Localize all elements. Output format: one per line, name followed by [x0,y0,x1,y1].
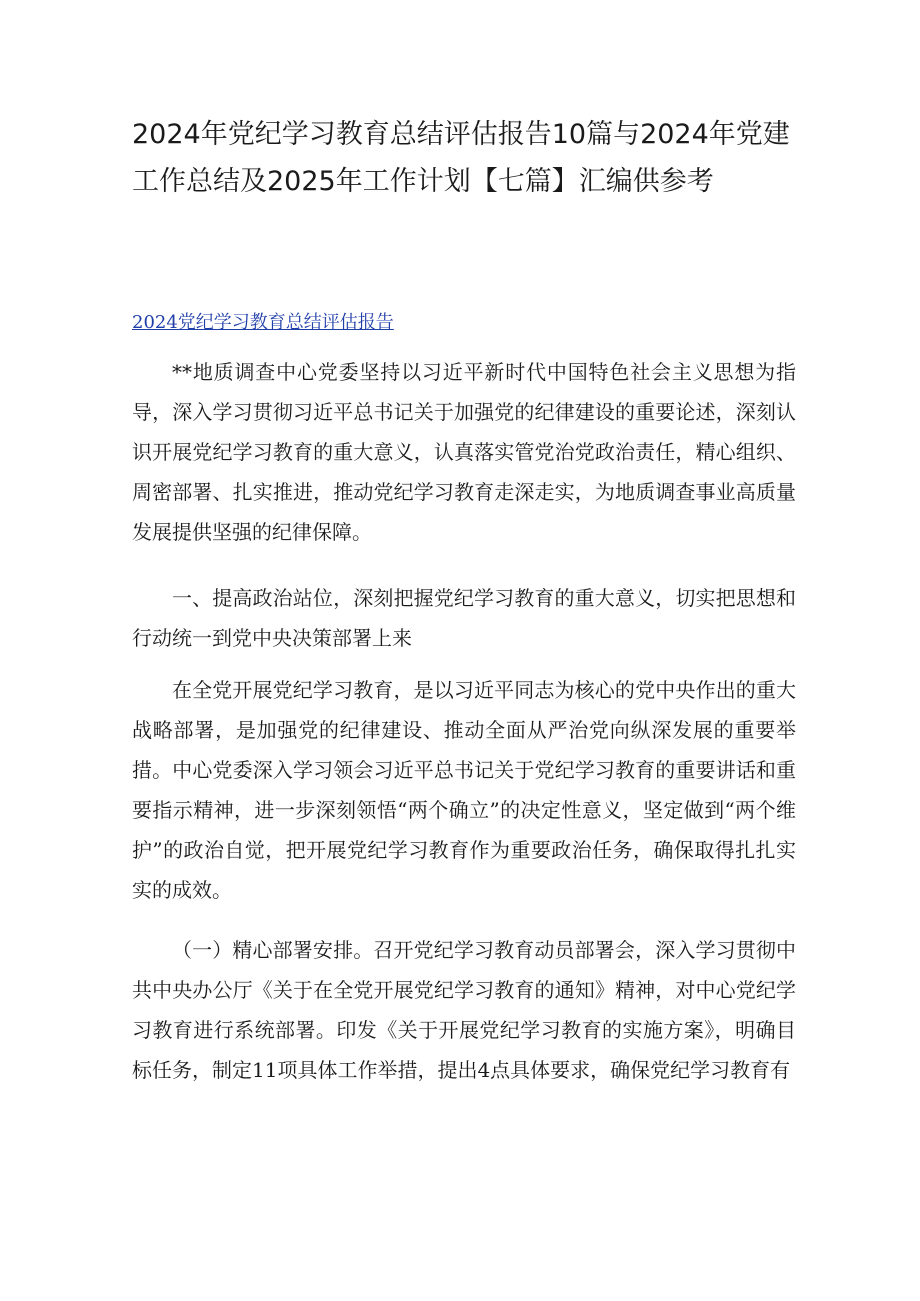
paragraph-intro: **地质调查中心党委坚持以习近平新时代中国特色社会主义思想为指导，深入学习贯彻习近平总书记关于加强党的纪律建设的重要论述，深刻认识开展党纪学习教育的重大意义，认真落实管党治党政治责任，精心组织、周密部署、扎实推进，推动党纪学习教育走深走实，为地质调查事业高质量发展提供坚强的纪律保障。 [132,360,796,544]
section-link-report[interactable]: 2024党纪学习教育总结评估报告 [132,312,394,333]
document-title: 2024年党纪学习教育总结评估报告10篇与2024年党建工作总结及2025年工作计划【七篇】汇编供参考 [132,119,790,197]
paragraph-section-heading: 一、提高政治站位，深刻把握党纪学习教育的重大意义，切实把思想和行动统一到党中央决策部署上来 [132,586,796,650]
document-body [132,352,796,1090]
paragraph-strategy: 在全党开展党纪学习教育，是以习近平同志为核心的党中央作出的重大战略部署，是加强党的纪律建设、推动全面从严治党向纵深发展的重要举措。中心党委深入学习领会习近平总书记关于党纪学习教育的重要讲话和重要指示精神，进一步深刻领悟“两个确立”的决定性意义，坚定做到“两个维护”的政治自觉，把开展党纪学习教育作为重要政治任务，确保取得扎扎实实的成效。 [132,678,796,902]
paragraph-deployment: （一）精心部署安排。召开党纪学习教育动员部署会，深入学习贯彻中共中央办公厅《关于在全党开展党纪学习教育的通知》精神，对中心党纪学习教育进行系统部署。印发《关于开展党纪学习教育的实施方案》，明确目标任务，制定11项具体工作举措，提出4点具体要求，确保党纪学习教育有 [132,938,796,1082]
